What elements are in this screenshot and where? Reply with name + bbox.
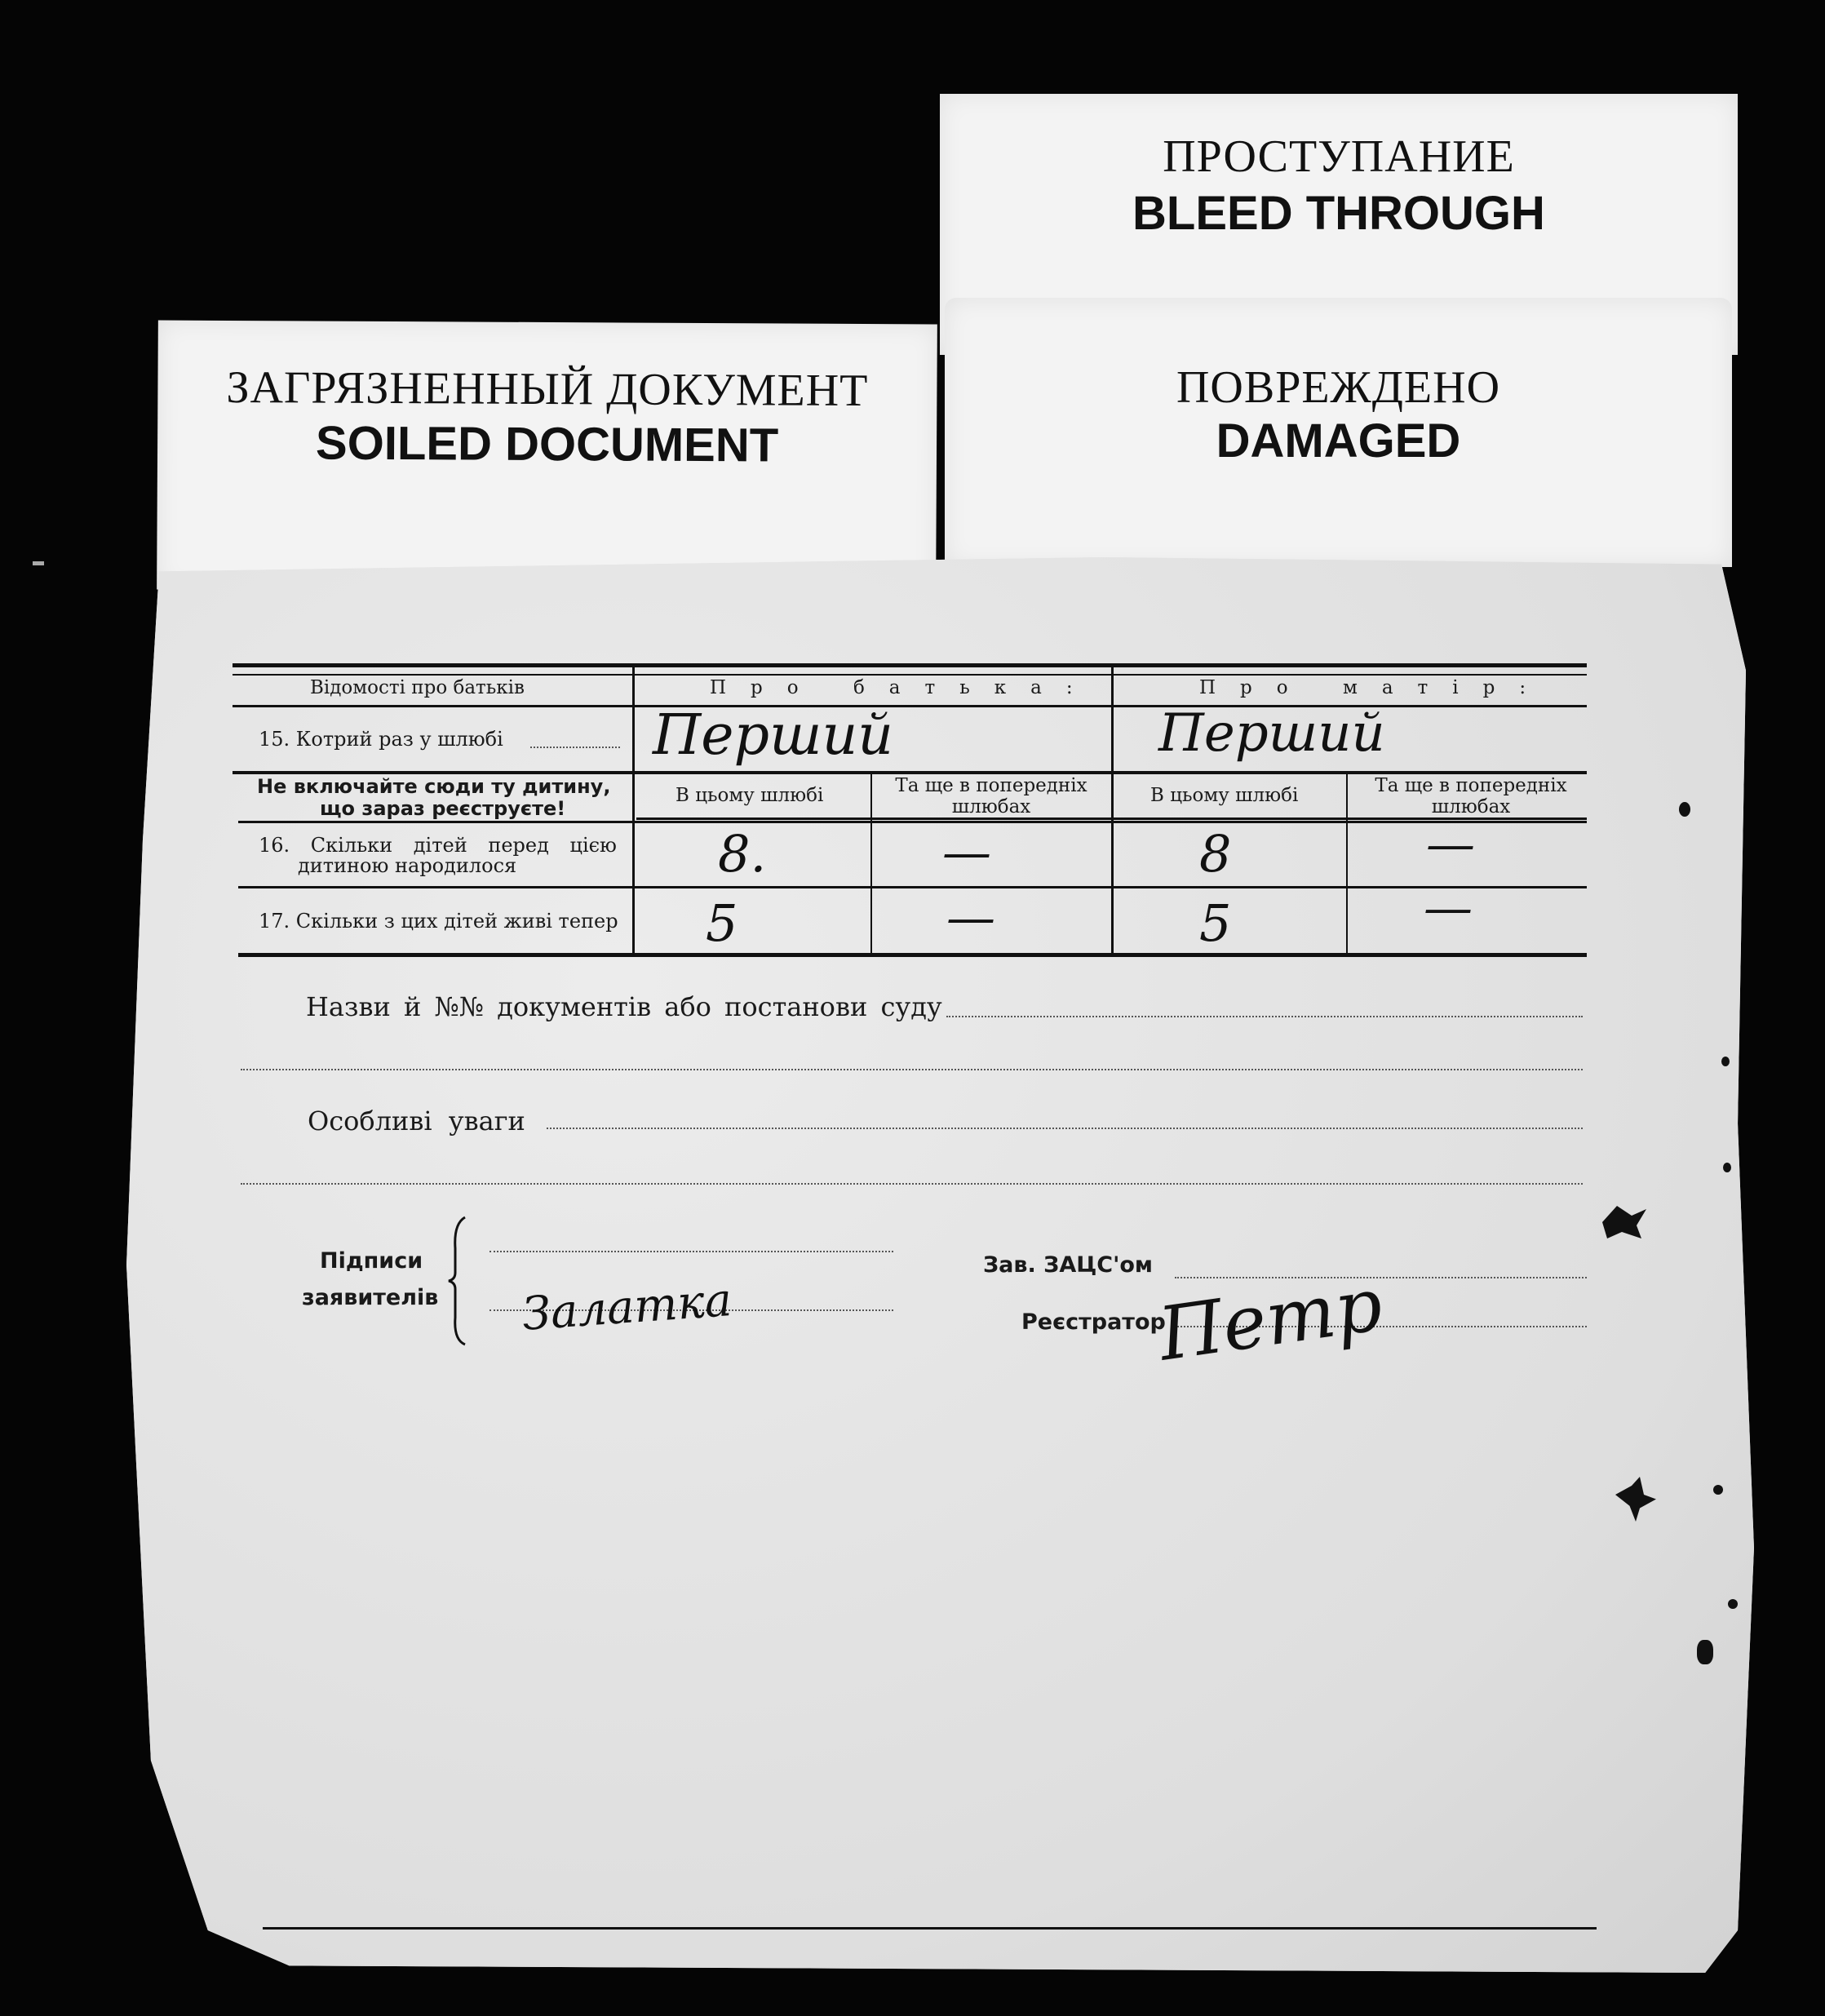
bottom-rule	[263, 1927, 1597, 1930]
documents-line-2	[241, 1069, 1583, 1070]
row17-mother-current: 5	[1199, 893, 1232, 953]
soiled-document-ru: ЗАГРЯЗНЕННЫЙ ДОКУМЕНТ	[226, 361, 869, 417]
row16-mother-prev: —	[1426, 816, 1475, 873]
parents-info-header: Відомості про батьків	[310, 677, 525, 698]
damaged-card	[945, 298, 1732, 567]
note-line1: Не включайте сюди ту дитину,	[257, 775, 611, 798]
row17-father-current: 5	[706, 893, 738, 953]
head-line	[1175, 1277, 1587, 1278]
row15-father-value: Перший	[653, 703, 894, 768]
row16-father-prev: —	[942, 824, 991, 881]
mother-prev-header: Та ще в попередніх шлюбах	[1375, 775, 1567, 817]
mother-current-header: В цьому шлюбі	[1150, 785, 1299, 806]
row15-mother-value: Перший	[1158, 703, 1385, 764]
soiled-document-card	[157, 321, 937, 594]
row16-father-current: 8.	[718, 824, 767, 884]
row17-label: 17. Скільки з цих дітей живі тепер	[259, 910, 618, 933]
documents-label: Назви й №№ документів або постанови суду	[306, 991, 942, 1022]
bleed-through-en: BLEED THROUGH	[1132, 187, 1545, 240]
remarks-line	[547, 1128, 1583, 1129]
damaged-en: DAMAGED	[1216, 414, 1461, 467]
head-label: Зав. ЗАЦС'ом	[983, 1252, 1153, 1278]
row16-label-line2: дитиною народилося	[298, 854, 517, 877]
remarks-label: Особливі уваги	[308, 1105, 525, 1136]
row15-label: 15. Котрий раз у шлюбі	[259, 728, 503, 751]
father-current-header: В цьому шлюбі	[676, 785, 824, 806]
applicant-signature: Залатка	[520, 1274, 734, 1341]
signatures-brace	[447, 1216, 472, 1346]
registrar-signature: Петр	[1154, 1261, 1388, 1378]
mother-header: Про матір:	[1199, 677, 1551, 698]
signatures-label-line1: Підписи	[320, 1248, 423, 1274]
applicant-signature-line-1	[489, 1251, 893, 1252]
father-header: Про батька:	[710, 677, 1097, 698]
note-line2: що зараз реєструєте!	[320, 797, 566, 820]
remarks-line-2	[241, 1183, 1583, 1185]
soiled-document-en: SOILED DOCUMENT	[315, 416, 779, 472]
row17-father-prev: —	[946, 889, 995, 946]
row17-mother-prev: —	[1424, 880, 1473, 937]
row16-label-line1: 16. Скільки дітей перед цією	[259, 834, 617, 857]
documents-line	[946, 1016, 1583, 1017]
row16-mother-current: 8	[1199, 824, 1232, 884]
signatures-label-line2: заявителів	[302, 1285, 439, 1310]
damaged-ru: ПОВРЕЖДЕНО	[1176, 362, 1501, 413]
father-prev-header: Та ще в попередніх шлюбах	[895, 775, 1087, 817]
registrar-label: Реєстратор	[1021, 1309, 1166, 1335]
bleed-through-ru: ПРОСТУПАНИЕ	[1163, 131, 1515, 182]
